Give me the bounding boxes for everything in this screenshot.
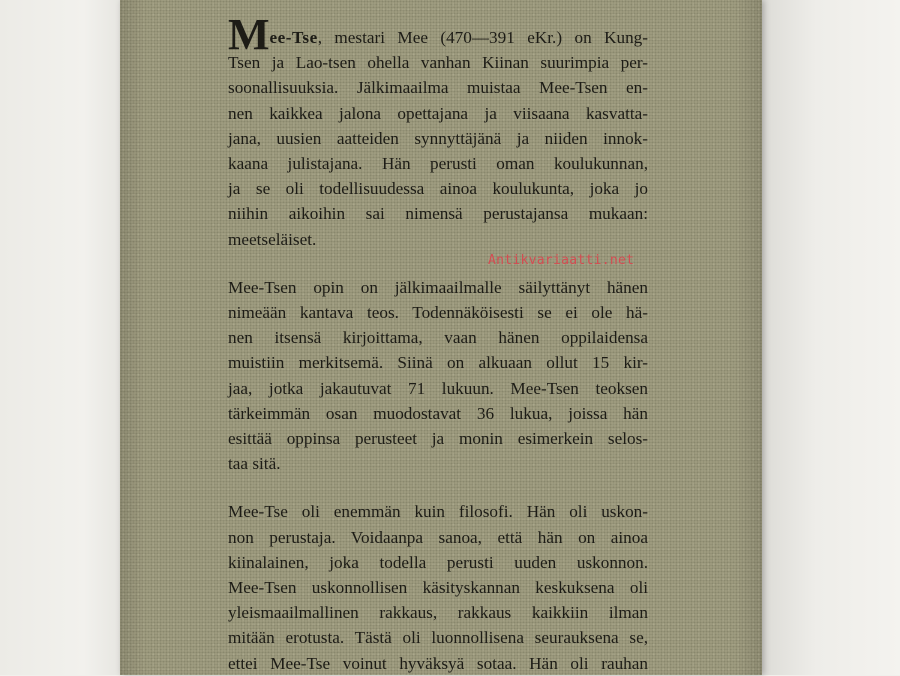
text-line: kaana julistajana. Hän perusti oman koulukunnan, bbox=[228, 154, 648, 174]
drop-cap: M bbox=[228, 10, 270, 59]
background-right bbox=[760, 0, 900, 675]
watermark-text: Antikvariaatti.net bbox=[488, 253, 635, 268]
text-line: meetseläiset. bbox=[228, 229, 317, 249]
paragraph-3 bbox=[228, 499, 648, 675]
text-line: niihin aikoihin sai nimensä perustajansa mukaan: bbox=[228, 204, 648, 224]
text-line: ja se oli todellisuudessa ainoa koulukunta, joka jo bbox=[228, 179, 648, 199]
text-line: nen itsensä kirjoittama, vaan hänen oppilaidensa bbox=[228, 328, 648, 348]
text-line: nen kaikkea jalona opettajana ja viisaana kasvatta- bbox=[228, 103, 648, 123]
paragraph-1-line-1 bbox=[228, 10, 648, 59]
text-line: soonallisuuksia. Jälkimaailma muistaa Mee-Tsen en- bbox=[228, 78, 648, 98]
text-line: jana, uusien aatteiden synnyttäjänä ja niiden innok- bbox=[228, 128, 648, 148]
text-line: non perustaja. Voidaanpa sanoa, että hän on ainoa bbox=[228, 527, 648, 547]
text-line: yleismaailmallinen rakkaus, rakkaus kaikkiin ilman bbox=[228, 603, 648, 623]
text-line: mitään erotusta. Tästä oli luonnollisena seurauksena se, bbox=[228, 628, 648, 648]
lead-name: ee-Tse bbox=[269, 28, 318, 47]
text-line: kiinalainen, joka todella perusti uuden uskonnon. bbox=[228, 552, 648, 572]
paragraph-2 bbox=[228, 275, 648, 477]
cover-text bbox=[228, 10, 648, 676]
background-left bbox=[0, 0, 120, 675]
text-line: esittää oppinsa perusteet ja monin esimerkein selos- bbox=[228, 429, 648, 449]
paragraph-1 bbox=[228, 10, 648, 252]
text-line: ettei Mee-Tse voinut hyväksyä sotaa. Hän oli rauhan bbox=[228, 653, 648, 673]
text-line: Tsen ja Lao-tsen ohella vanhan Kiinan suurimpia per- bbox=[228, 53, 648, 73]
text-line: nimeään kantava teos. Todennäköisesti se ei ole hä- bbox=[228, 303, 648, 323]
text-line: Mee-Tse oli enemmän kuin filosofi. Hän oli uskon- bbox=[228, 502, 648, 522]
text-line: muistiin merkitsemä. Siinä on alkuaan ollut 15 kir- bbox=[228, 353, 648, 373]
first-line-text: , mestari Mee (470—391 eKr.) on Kung- bbox=[317, 28, 648, 47]
text-line: Mee-Tsen opin on jälkimaailmalle säilyttänyt hänen bbox=[228, 277, 648, 297]
text-line: tärkeimmän osan muodostavat 36 lukua, joissa hän bbox=[228, 403, 648, 423]
text-line: jaa, jotka jakautuvat 71 lukuun. Mee-Tsen teoksen bbox=[228, 378, 648, 398]
text-line: taa sitä. bbox=[228, 454, 281, 474]
paragraph-gap bbox=[228, 476, 648, 499]
book-back-cover bbox=[120, 0, 762, 675]
text-line: Mee-Tsen uskonnollisen käsityskannan keskuksena oli bbox=[228, 578, 648, 598]
